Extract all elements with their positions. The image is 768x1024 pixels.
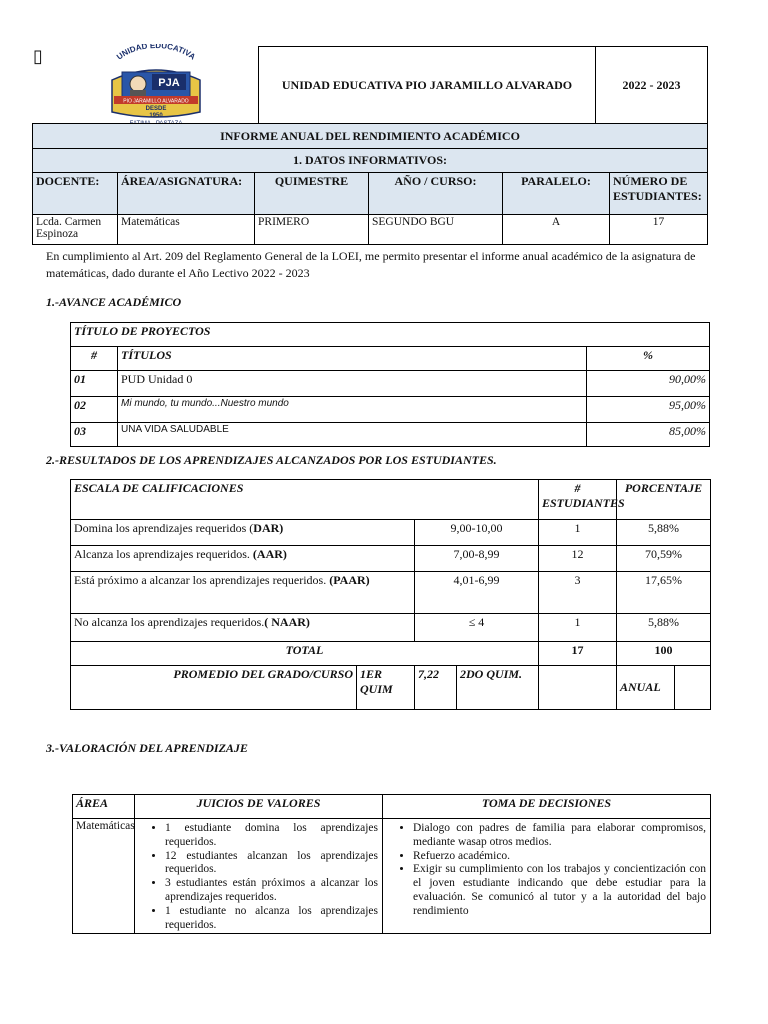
res-row-pct: 5,88%	[617, 520, 711, 546]
res-total-count: 17	[539, 642, 617, 666]
res-col-students-hash: #	[574, 481, 581, 495]
avance-row-pct: 85,00%	[587, 423, 710, 447]
res-annual-value	[675, 666, 711, 710]
avance-row-title: UNA VIDA SALUDABLE	[118, 423, 587, 447]
res-row-code: (AAR)	[252, 547, 287, 561]
val-quimestre: PRIMERO	[255, 215, 369, 245]
list-item: • 1 estudiante domina los aprendizajes requeridos.	[165, 822, 378, 850]
res-row-label-text: Está próximo a alcanzar los aprendizajes requeridos.	[74, 573, 330, 587]
val-area: Matemáticas	[73, 819, 135, 934]
avance-row-pct: 90,00%	[587, 371, 710, 397]
res-row-range: 7,00-8,99	[415, 546, 539, 572]
avance-row-num: 03	[71, 423, 118, 447]
col-curso: AÑO / CURSO:	[369, 173, 503, 215]
res-row-pct: 70,59%	[617, 546, 711, 572]
res-row-label	[71, 520, 415, 546]
res-q2-label: 2DO QUIM.	[457, 666, 539, 710]
res-row-count: 1	[539, 614, 617, 642]
logo-arc-text: UNIDAD EDUCATIVA	[114, 44, 198, 62]
info-table	[32, 123, 708, 245]
logo-initials: PJA	[158, 77, 180, 89]
res-row-label	[71, 546, 415, 572]
valoracion-table	[72, 794, 711, 934]
avance-col-titles: TÍTULOS	[118, 347, 587, 371]
res-row-range: ≤ 4	[415, 614, 539, 642]
col-quimestre: QUIMESTRE	[255, 173, 369, 215]
res-row-code: (PAAR)	[329, 573, 370, 587]
school-logo	[100, 44, 212, 126]
valoracion-heading: 3.-VALORACIÓN DEL APRENDIZAJE	[46, 741, 248, 755]
val-judgments-cell	[135, 819, 383, 934]
val-judgments-list	[139, 822, 378, 932]
res-row-label	[71, 614, 415, 642]
avance-row-title: Mi mundo, tu mundo...Nuestro mundo	[118, 397, 587, 423]
col-area: ÁREA/ASIGNATURA:	[118, 173, 255, 215]
school-crest-icon	[100, 44, 212, 126]
avance-heading: 1.-AVANCE ACADÉMICO	[46, 295, 182, 309]
school-year: 2022 - 2023	[596, 47, 708, 124]
avance-col-pct: %	[587, 347, 710, 371]
avance-col-num: #	[71, 347, 118, 371]
res-row-count: 3	[539, 572, 617, 614]
res-total-label: TOTAL	[71, 642, 539, 666]
res-row-label-text: Alcanza los aprendizajes requeridos.	[74, 547, 253, 561]
list-item: • Dialogo con padres de familia para elaborar compromisos, mediante wasap otros medios.	[413, 822, 706, 850]
val-area: Matemáticas	[118, 215, 255, 245]
res-row-count: 12	[539, 546, 617, 572]
res-col-pct: PORCENTAJE	[617, 480, 711, 520]
logo-since-year: 1950	[149, 113, 163, 119]
res-col-students	[539, 480, 625, 520]
res-row-count: 1	[539, 520, 617, 546]
corner-glyph: ▯	[33, 46, 43, 66]
val-decisions-cell	[383, 819, 711, 934]
logo-banner: PIO JARAMILLO ALVARADO	[123, 98, 189, 105]
res-annual-label: ANUAL	[617, 666, 675, 710]
res-q2-value	[539, 666, 617, 710]
res-row-label-text: Domina los aprendizajes requeridos (	[74, 521, 254, 535]
res-row-range: 4,01-6,99	[415, 572, 539, 614]
res-col-scale: ESCALA DE CALIFICACIONES	[71, 480, 539, 520]
col-estudiantes: NÚMERO DE ESTUDIANTES:	[610, 173, 708, 215]
val-decisions-list	[387, 822, 706, 919]
list-item: • 1 estudiante no alcanza los aprendizajes requeridos.	[165, 905, 378, 933]
res-row-pct: 5,88%	[617, 614, 711, 642]
avance-table-title: TÍTULO DE PROYECTOS	[71, 323, 710, 347]
avance-row-num: 02	[71, 397, 118, 423]
res-q1-value: 7,22	[415, 666, 457, 710]
res-row-range: 9,00-10,00	[415, 520, 539, 546]
institution-name: UNIDAD EDUCATIVA PIO JARAMILLO ALVARADO	[259, 47, 596, 124]
res-row-label	[71, 572, 415, 614]
res-row-code: DAR)	[253, 521, 284, 535]
val-col-area: ÁREA	[73, 795, 135, 819]
res-avg-label: PROMEDIO DEL GRADO/CURSO	[71, 666, 357, 710]
val-curso: SEGUNDO BGU	[369, 215, 503, 245]
list-item: • 12 estudiantes alcanzan los aprendizajes requeridos.	[165, 850, 378, 878]
avance-table	[70, 322, 710, 447]
val-docente: Lcda. Carmen Espinoza	[33, 215, 118, 245]
avance-row-pct: 95,00%	[587, 397, 710, 423]
res-row-pct: 17,65%	[617, 572, 711, 614]
val-estudiantes: 17	[610, 215, 708, 245]
avance-row-num: 01	[71, 371, 118, 397]
res-col-students-label: ESTUDIANTES	[542, 496, 625, 510]
resultados-table	[70, 479, 711, 710]
res-row-label-text: No alcanza los aprendizajes requeridos.	[74, 615, 265, 629]
list-item: • Exigir su cumplimiento con los trabajos y concientización con el joven estudiante indicando que debe estudiar para la evaluación. Se comunicó al tutor y a la autoridad del bajo rendimiento	[413, 863, 706, 918]
report-title: INFORME ANUAL DEL RENDIMIENTO ACADÉMICO	[33, 124, 708, 149]
resultados-heading: 2.-RESULTADOS DE LOS APRENDIZAJES ALCANZADOS POR LOS ESTUDIANTES.	[46, 453, 497, 467]
val-col-decisions: TOMA DE DECISIONES	[383, 795, 711, 819]
logo-since-label: DESDE	[145, 106, 167, 112]
section1-title: 1. DATOS INFORMATIVOS:	[33, 149, 708, 173]
col-paralelo: PARALELO:	[503, 173, 610, 215]
val-col-judgments: JUICIOS DE VALORES	[135, 795, 383, 819]
header-table	[258, 46, 708, 124]
res-total-pct: 100	[617, 642, 711, 666]
intro-paragraph: En cumplimiento al Art. 209 del Reglamento General de la LOEI, me permito presentar el informe anual académico de la asignatura de matemáticas, dado durante el Año Lectivo 2022 - 2023	[46, 249, 696, 280]
list-item: • Refuerzo académico.	[413, 850, 706, 864]
avance-row-title: PUD Unidad 0	[118, 371, 587, 397]
val-paralelo: A	[503, 215, 610, 245]
res-q1-label: 1ER QUIM	[357, 666, 415, 710]
res-row-code: ( NAAR)	[264, 615, 310, 629]
col-docente: DOCENTE:	[33, 173, 118, 215]
list-item: • 3 estudiantes están próximos a alcanzar los aprendizajes requeridos.	[165, 877, 378, 905]
